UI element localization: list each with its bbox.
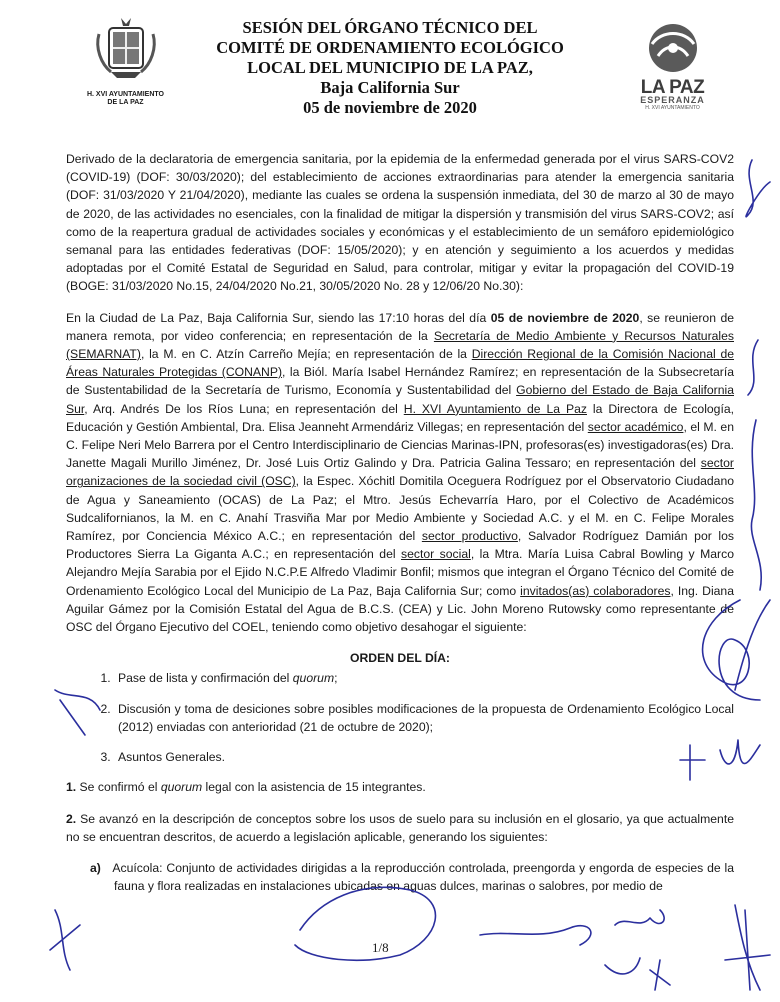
resolution-1-pre: Se confirmó el <box>76 780 161 795</box>
sector-academico-link: sector académico <box>587 419 684 434</box>
resolution-2-text: Se avanzó en la descripción de conceptos sobre los usos de suelo para su inclusión en el glosario, ya que actualmente no se encuentran descritos, de acuerdo a legislación aplicable, generando los siguientes: <box>66 811 734 844</box>
attendance-paragraph <box>66 309 734 637</box>
p2-text-3: , la M. en C. Atzín Carreño Mejía; en representación de la <box>140 347 472 362</box>
document-body <box>66 150 734 908</box>
resolution-1 <box>66 778 734 796</box>
p2-text-5: , Arq. Andrés De los Ríos Luna; en representación del <box>84 401 404 416</box>
signature-bottom-1 <box>480 926 591 945</box>
sector-osc-link: sector organizaciones de la sociedad civil (OSC) <box>66 456 734 489</box>
p2-text-1: En la Ciudad de La Paz, Baja California Sur, siendo las 17:10 horas del día <box>66 310 491 325</box>
checkmark-mark <box>735 600 770 690</box>
p2-text-4: , la Biól. María Isabel Hernández Ramírez; en representación de la Subsecretaría de Sustentabilidad de la Secretaría de Turismo, Economía y Sustentabilidad del <box>66 365 735 398</box>
swirl-emblem-icon <box>638 22 708 74</box>
definition-item-a <box>66 859 734 895</box>
conanp-link: Dirección Regional de la Comisión Nacional de Áreas Naturales Protegidas (CONANP) <box>66 347 735 380</box>
resolution-1-number: 1. <box>66 780 77 795</box>
p2-text-7: , el M. en C. Felipe Neri Melo Barrera por el Centro Interdisciplinario de Ciencias Marinas-IPN, profesoras(es) investigadoras(es) Dra. Janette Magali Murillo Jiménez, Dr. José Luis Ortiz Galindo y Dra. Patricia Galina Tessaro; en representación del <box>66 419 734 471</box>
p2-text-2: , se reunieron de manera remota, por video conferencia; en representación de la <box>66 310 735 343</box>
agenda-heading: ORDEN DEL DÍA: <box>350 651 450 666</box>
page-number: 1/8 <box>372 940 389 955</box>
agenda-2-text: Discusión y toma de desiciones sobre posibles modificaciones de la propuesta de Ordenamiento Ecológico Local (2012) enviadas con anterioridad (21 de octubre de 2020); <box>118 701 734 734</box>
title-line-4: Baja California Sur <box>320 78 460 97</box>
semarnat-link: Secretaría de Medio Ambiente y Recursos Naturales (SEMARNAT) <box>66 328 734 362</box>
crest-icon <box>91 14 161 84</box>
p2-text-6: la Directora de Ecología, Educación y Gestión Ambiental, Dra. Elisa Jeanneht Armendáriz Villegas; en representación del <box>66 401 735 434</box>
title-line-3: LOCAL DEL MUNICIPIO DE LA PAZ, <box>247 58 533 77</box>
ayuntamiento-link: H. XVI Ayuntamiento de La Paz <box>403 401 587 416</box>
resolution-1-em: quorum <box>160 780 203 795</box>
left-logo-caption-line-2: DE LA PAZ <box>107 99 144 106</box>
document-header <box>0 0 780 135</box>
title-line-5: 05 de noviembre de 2020 <box>303 98 477 117</box>
agenda-3-text: Asuntos Generales. <box>118 750 226 765</box>
right-logo-subtitle: ESPERANZA <box>640 95 705 105</box>
signature-left-bottom <box>50 910 80 970</box>
intro-paragraph: Derivado de la declaratoria de emergencia sanitaria, por la epidemia de la enfermedad generada por el virus SARS-COV2 (COVID-19) (DOF: 30/03/2020); del establecimiento de acciones extraordinarias para atender la emergencia sanitaria (DOF: 31/03/2020 Y 21/04/2020), mediante las cuales se ordena la suspensión inmediata, del 30 de marzo al 30 de mayo de 2020, de las actividades no esenciales, con la finalidad de mitigar la dispersión y transmisión del virus SARS-COV2; así como de la reapertura gradual de actividades sociales y económicas y el establecimiento de un semáforo epidemiológico semanal para las entidades federativas (DOF: 15/05/2020); y en atención y seguimiento a los acuerdos y medidas adoptadas por el Comité Estatal de Seguridad en Salud, para controlar, mitigar y evitar la propagación del COVID-19 (BOGE: 31/03/2020 No.15, 24/04/2020 No.21, 30/05/2020 No. 28 y 12/06/20 No.30): <box>66 152 734 294</box>
signature-right-margin <box>748 340 761 590</box>
agenda-1-pre: Pase de lista y confirmación del <box>118 671 293 686</box>
document-title <box>180 18 600 118</box>
item-a-text: Acuícola: Conjunto de actividades dirigidas a la reproducción controlada, preengorda y engorda de especies de la fauna y flora realizadas en instalaciones ubicadas en aguas dulces, marinas o salobres, por medio de <box>112 860 734 894</box>
right-logo-small: H. XVI AYUNTAMIENTO <box>645 105 700 111</box>
title-line-2: COMITÉ DE ORDENAMIENTO ECOLÓGICO <box>216 38 564 57</box>
signature-right-top <box>746 160 770 217</box>
gobierno-estado-link: Gobierno del Estado de Baja California Sur <box>66 383 734 416</box>
agenda-1-em: quorum <box>292 671 335 686</box>
p2-text-9: , Salvador Rodríguez Damián por los Productores Sierra La Giganta A.C.; en representación del <box>66 529 734 562</box>
resolution-2-number: 2. <box>66 811 77 826</box>
title-line-1: SESIÓN DEL ÓRGANO TÉCNICO DEL <box>242 18 538 37</box>
left-logo-caption-line-1: H. XVI AYUNTAMIENTO <box>86 91 164 98</box>
signature-bottom-3 <box>605 958 670 990</box>
agenda-1-post: ; <box>334 671 338 686</box>
resolution-2 <box>66 810 734 846</box>
ayuntamiento-crest-logo <box>78 14 173 107</box>
agenda-item-2 <box>114 700 734 736</box>
agenda-item-1 <box>114 669 734 687</box>
p2-text-11: , Ing. Diana Aguilar Gámez por la Comisión Estatal del Agua de B.C.S. (CEA) y Lic. John Moreno Rutowsky como representante de OSC del Órgano Ejecutivo del COEL, teniendo como objetivo desahogar el siguiente: <box>66 583 734 635</box>
la-paz-esperanza-logo <box>625 22 720 111</box>
agenda-list <box>66 669 734 766</box>
signature-bottom-2 <box>615 910 664 925</box>
meeting-date: 05 de noviembre de 2020 <box>490 310 640 325</box>
p2-text-8: , la Espec. Xóchitl Domitila Oceguera Rodríguez por el Observatorio Ciudadano de Agua y Saneamiento (OCAS) de La Paz; el Mtro. Jesús Echevarría Haro, por el Colectivo de Académicos Sudcalifornianos, la M. en C. Anahí Trasviña Mar por Medio Ambiente y Sociedad A.C. y el M. en C. Felipe Morales Ramírez, por Conciencia México A.C.; en representación del <box>66 474 735 544</box>
sector-social-link: sector social <box>401 547 471 562</box>
right-logo-name: LA PAZ <box>640 77 705 98</box>
signature-bottom-right <box>725 905 770 990</box>
agenda-item-3 <box>114 748 734 766</box>
p2-text-10: , la Mtra. María Luisa Cabral Bowling y Marco Alejandro Mejía Sarabia por el Ejido N.C.P.E Alfredo Vladimir Bonfil; mismos que integran el Órgano Técnico del Comité de Ordenamiento Ecológico Local del Municipio de La Paz, Baja California Sur; como <box>66 547 734 598</box>
resolution-1-post: legal con la asistencia de 15 integrantes. <box>202 780 426 795</box>
item-a-label: a) <box>90 860 101 875</box>
invitados-link: invitados(as) colaboradores <box>520 583 671 598</box>
sector-productivo-link: sector productivo <box>421 529 518 544</box>
